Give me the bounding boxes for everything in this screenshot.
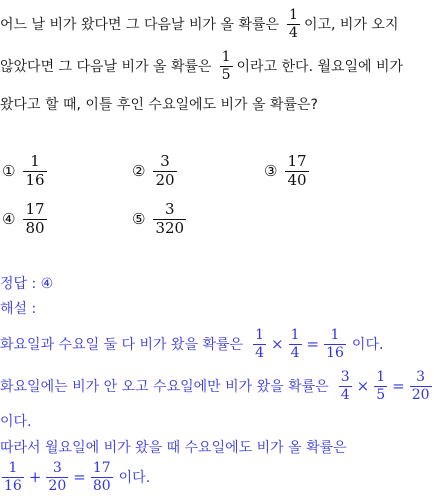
operator: × <box>271 335 284 353</box>
numerator: 3 <box>340 368 350 385</box>
denominator: 16 <box>326 344 344 361</box>
choice-marker: ④ <box>2 210 16 229</box>
numerator: 17 <box>287 152 307 170</box>
explain-line-2-tail <box>0 410 32 432</box>
fraction <box>23 154 46 189</box>
equation <box>337 370 434 402</box>
choice-5[interactable] <box>132 202 188 237</box>
denominator: 4 <box>340 386 350 403</box>
fraction <box>339 370 352 402</box>
equation <box>0 461 115 493</box>
fraction <box>374 370 387 402</box>
choice-2[interactable] <box>132 154 179 189</box>
numerator: 17 <box>25 200 45 218</box>
denominator: 20 <box>48 477 67 494</box>
fraction <box>153 154 176 189</box>
answer-text: 정답 : ④ <box>0 276 54 292</box>
denominator: 40 <box>287 170 307 189</box>
explain-text: 이다. <box>0 414 32 430</box>
numerator: 1 <box>221 48 231 65</box>
fraction <box>91 461 113 493</box>
explain-text: 화요일에는 비가 안 오고 수요일에만 비가 왔을 확률은 <box>0 379 329 395</box>
explain-line-2 <box>0 368 434 404</box>
fraction <box>289 328 302 360</box>
denominator: 16 <box>4 477 22 494</box>
denominator: 80 <box>92 477 111 494</box>
fraction <box>253 328 266 360</box>
operator: = <box>306 335 320 353</box>
choice-4[interactable] <box>2 202 49 237</box>
choice-1[interactable] <box>2 154 49 189</box>
numerator: 3 <box>52 459 62 476</box>
denominator: 4 <box>289 24 298 41</box>
numerator: 1 <box>8 459 18 476</box>
question-text: 어느 날 비가 왔다면 그 다음날 비가 올 확률은 <box>0 17 280 33</box>
numerator: 1 <box>30 152 40 170</box>
numerator: 3 <box>165 200 175 218</box>
question-line-2 <box>0 48 403 84</box>
numerator: 1 <box>289 6 298 23</box>
denominator: 4 <box>290 344 300 361</box>
operator: = <box>392 377 405 395</box>
choice-marker: ① <box>2 162 16 181</box>
operator: + <box>28 468 42 486</box>
denominator: 5 <box>376 386 386 403</box>
explain-line-4 <box>0 459 150 495</box>
denominator: 320 <box>155 218 185 237</box>
denominator: 5 <box>221 66 231 83</box>
numerator: 1 <box>330 326 340 343</box>
explain-line-1 <box>0 326 383 362</box>
fraction <box>287 8 300 40</box>
numerator: 1 <box>376 368 386 385</box>
question-line-1 <box>0 6 398 42</box>
explain-text: 이다. <box>351 337 384 353</box>
explain-label <box>0 297 36 319</box>
question-line-3 <box>0 92 318 116</box>
denominator: 4 <box>255 344 265 361</box>
fraction <box>153 202 186 237</box>
explain-text: 따라서 월요일에 비가 왔을 때 수요일에도 비가 올 확률은 <box>0 440 347 456</box>
question-text: 않았다면 그 다음날 비가 올 확률은 <box>0 59 212 75</box>
explain-text: 해설 : <box>0 301 37 317</box>
operator: × <box>356 377 370 395</box>
numerator: 3 <box>160 152 170 170</box>
denominator: 20 <box>411 386 430 403</box>
question-text: 왔다고 할 때, 이틀 후인 수요일에도 비가 올 확률은? <box>0 97 318 113</box>
equation <box>251 328 348 360</box>
choice-3[interactable] <box>264 154 311 189</box>
denominator: 80 <box>25 218 45 237</box>
fraction <box>220 50 233 82</box>
denominator: 16 <box>25 170 45 189</box>
numerator: 1 <box>255 326 265 343</box>
fraction <box>324 328 346 360</box>
fraction <box>410 370 432 402</box>
explain-text: 화요일과 수요일 둘 다 비가 왔을 확률은 <box>0 337 244 353</box>
fraction <box>23 202 46 237</box>
numerator: 17 <box>92 459 111 476</box>
question-text: 이고, 비가 오지 <box>303 17 399 33</box>
choice-marker: ③ <box>264 162 278 181</box>
denominator: 20 <box>155 170 175 189</box>
numerator: 1 <box>290 326 300 343</box>
explain-line-3 <box>0 436 347 458</box>
numerator: 3 <box>416 368 426 385</box>
choice-marker: ⑤ <box>132 210 146 229</box>
explain-text: 이다. <box>118 470 151 486</box>
fraction <box>285 154 308 189</box>
fraction <box>2 461 24 493</box>
operator: = <box>73 468 86 486</box>
answer-label <box>0 272 53 294</box>
fraction <box>46 461 68 493</box>
question-text: 이라고 한다. 월요일에 비가 <box>236 59 404 75</box>
choice-marker: ② <box>132 162 146 181</box>
